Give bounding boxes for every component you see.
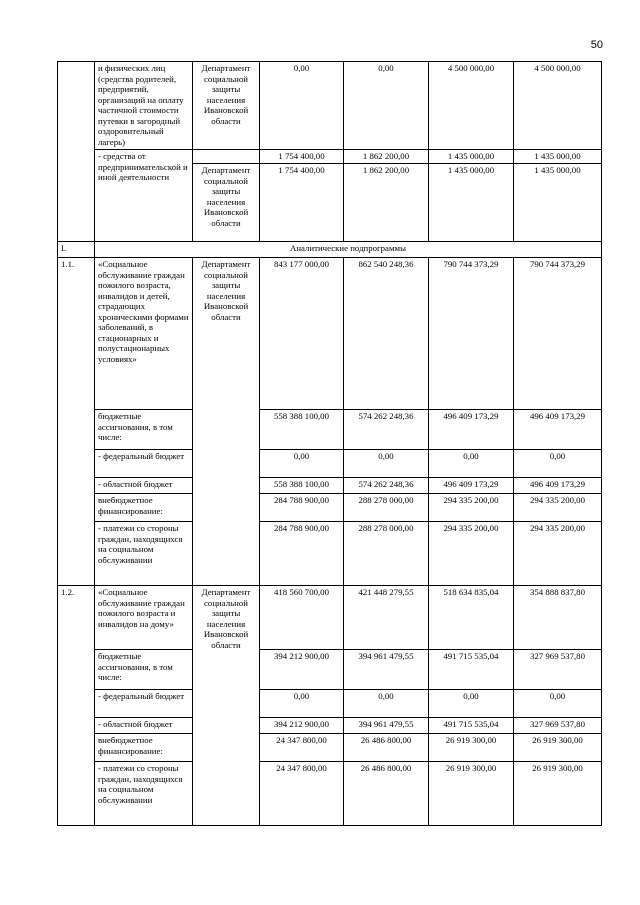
amount-cell: 26 486 800,00 xyxy=(344,762,429,826)
page-number: 50 xyxy=(590,39,603,51)
funding-source-label: бюджетные ассигнования, в том числе: xyxy=(95,410,193,450)
amount-cell: 558 388 100,00 xyxy=(260,478,344,494)
funding-source-label: внебюджетное финансирование: xyxy=(95,494,193,522)
program-number: 1.2. xyxy=(58,586,95,826)
amount-cell: 294 335 200,00 xyxy=(514,494,602,522)
table-row xyxy=(58,762,602,826)
table-row xyxy=(58,150,602,164)
amount-cell: 26 919 300,00 xyxy=(514,762,602,826)
amount-cell: 26 919 300,00 xyxy=(514,734,602,762)
program-number: 1.1. xyxy=(58,258,95,586)
table-row xyxy=(58,586,602,650)
amount-cell: 327 969 537,80 xyxy=(514,650,602,690)
amount-cell: 0,00 xyxy=(429,450,514,478)
amount-cell: 843 177 000,00 xyxy=(260,258,344,410)
table-row xyxy=(58,734,602,762)
row-number-cell xyxy=(58,62,95,242)
amount-cell: 790 744 373,29 xyxy=(429,258,514,410)
amount-cell: 518 634 835,04 xyxy=(429,586,514,650)
amount-cell: 1 754 400,00 xyxy=(260,164,344,242)
amount-cell: 496 409 173,29 xyxy=(429,410,514,450)
amount-cell: 394 212 900,00 xyxy=(260,650,344,690)
amount-cell: 294 335 200,00 xyxy=(429,494,514,522)
funding-source-label: бюджетные ассигнования, в том числе: xyxy=(95,650,193,690)
section-title: Аналитические подпрограммы xyxy=(95,242,602,258)
amount-cell: 0,00 xyxy=(260,450,344,478)
program-title: «Социальное обслуживание граждан пожилого возраста и инвалидов на дому» xyxy=(95,586,193,650)
department-cell: Департамент социальной защиты населения Ивановской области xyxy=(193,586,260,826)
amount-cell: 288 278 000,00 xyxy=(344,494,429,522)
amount-cell: 394 961 479,55 xyxy=(344,718,429,734)
funding-source-label: - платежи со стороны граждан, находящихся на социальном обслуживании xyxy=(95,762,193,826)
amount-cell: 24 347 800,00 xyxy=(260,734,344,762)
table-row xyxy=(58,62,602,150)
amount-cell: 0,00 xyxy=(344,62,429,150)
amount-cell: 1 435 000,00 xyxy=(514,150,602,164)
amount-cell: 327 969 537,80 xyxy=(514,718,602,734)
amount-cell: 574 262 248,36 xyxy=(344,478,429,494)
amount-cell: 418 560 700,00 xyxy=(260,586,344,650)
amount-cell: 862 540 248,36 xyxy=(344,258,429,410)
table-row xyxy=(58,522,602,586)
amount-cell: 0,00 xyxy=(514,690,602,718)
funding-source-label: - областной бюджет xyxy=(95,478,193,494)
amount-cell: 0,00 xyxy=(260,690,344,718)
amount-cell: 1 754 400,00 xyxy=(260,150,344,164)
amount-cell: 294 335 200,00 xyxy=(514,522,602,586)
amount-cell: 558 388 100,00 xyxy=(260,410,344,450)
amount-cell: 24 347 800,00 xyxy=(260,762,344,826)
department-cell xyxy=(193,150,260,164)
amount-cell: 26 919 300,00 xyxy=(429,734,514,762)
amount-cell: 421 448 279,55 xyxy=(344,586,429,650)
section-row xyxy=(58,242,602,258)
amount-cell: 496 409 173,29 xyxy=(514,410,602,450)
funding-source-label: - федеральный бюджет xyxy=(95,690,193,718)
amount-cell: 288 278 000,00 xyxy=(344,522,429,586)
table-row xyxy=(58,478,602,494)
amount-cell: 354 888 837,80 xyxy=(514,586,602,650)
department-cell: Департамент социальной защиты населения Ивановской области xyxy=(193,164,260,242)
funding-table xyxy=(57,61,602,826)
section-number: I. xyxy=(58,242,95,258)
amount-cell: 491 715 535,04 xyxy=(429,650,514,690)
program-title: «Социальное обслуживание граждан пожилого возраста, инвалидов и детей, страдающих хроническими формами заболеваний, в стационарных и полустационарных условиях» xyxy=(95,258,193,410)
department-cell: Департамент социальной защиты населения Ивановской области xyxy=(193,62,260,150)
funding-source-label: - федеральный бюджет xyxy=(95,450,193,478)
amount-cell: 26 919 300,00 xyxy=(429,762,514,826)
amount-cell: 294 335 200,00 xyxy=(429,522,514,586)
amount-cell: 1 862 200,00 xyxy=(344,150,429,164)
amount-cell: 1 862 200,00 xyxy=(344,164,429,242)
table-row xyxy=(58,450,602,478)
amount-cell: 284 788 900,00 xyxy=(260,522,344,586)
amount-cell: 0,00 xyxy=(344,450,429,478)
amount-cell: 496 409 173,29 xyxy=(429,478,514,494)
amount-cell: 1 435 000,00 xyxy=(514,164,602,242)
amount-cell: 0,00 xyxy=(344,690,429,718)
amount-cell: 394 961 479,55 xyxy=(344,650,429,690)
table-row xyxy=(58,494,602,522)
amount-cell: 491 715 535,04 xyxy=(429,718,514,734)
funding-source-label: и физических лиц (средства родителей, предприятий, организаций на оплату частичной стоимости путевки в загородный оздоровительный лагерь) xyxy=(95,62,193,150)
department-cell: Департамент социальной защиты населения Ивановской области xyxy=(193,258,260,586)
amount-cell: 1 435 000,00 xyxy=(429,150,514,164)
amount-cell: 394 212 900,00 xyxy=(260,718,344,734)
funding-source-label: - платежи со стороны граждан, находящихся на социальном обслуживании xyxy=(95,522,193,586)
funding-source-label: - областной бюджет xyxy=(95,718,193,734)
table-row xyxy=(58,690,602,718)
amount-cell: 1 435 000,00 xyxy=(429,164,514,242)
table-row xyxy=(58,410,602,450)
table-row xyxy=(58,258,602,410)
table-row xyxy=(58,650,602,690)
funding-source-label: внебюджетное финансирование: xyxy=(95,734,193,762)
amount-cell: 574 262 248,36 xyxy=(344,410,429,450)
funding-source-label: - средства от предпринимательской и иной деятельности xyxy=(95,150,193,242)
amount-cell: 0,00 xyxy=(260,62,344,150)
table-row xyxy=(58,718,602,734)
amount-cell: 496 409 173,29 xyxy=(514,478,602,494)
amount-cell: 284 788 900,00 xyxy=(260,494,344,522)
amount-cell: 4 500 000,00 xyxy=(514,62,602,150)
amount-cell: 0,00 xyxy=(429,690,514,718)
amount-cell: 4 500 000,00 xyxy=(429,62,514,150)
amount-cell: 0,00 xyxy=(514,450,602,478)
amount-cell: 790 744 373,29 xyxy=(514,258,602,410)
amount-cell: 26 486 800,00 xyxy=(344,734,429,762)
